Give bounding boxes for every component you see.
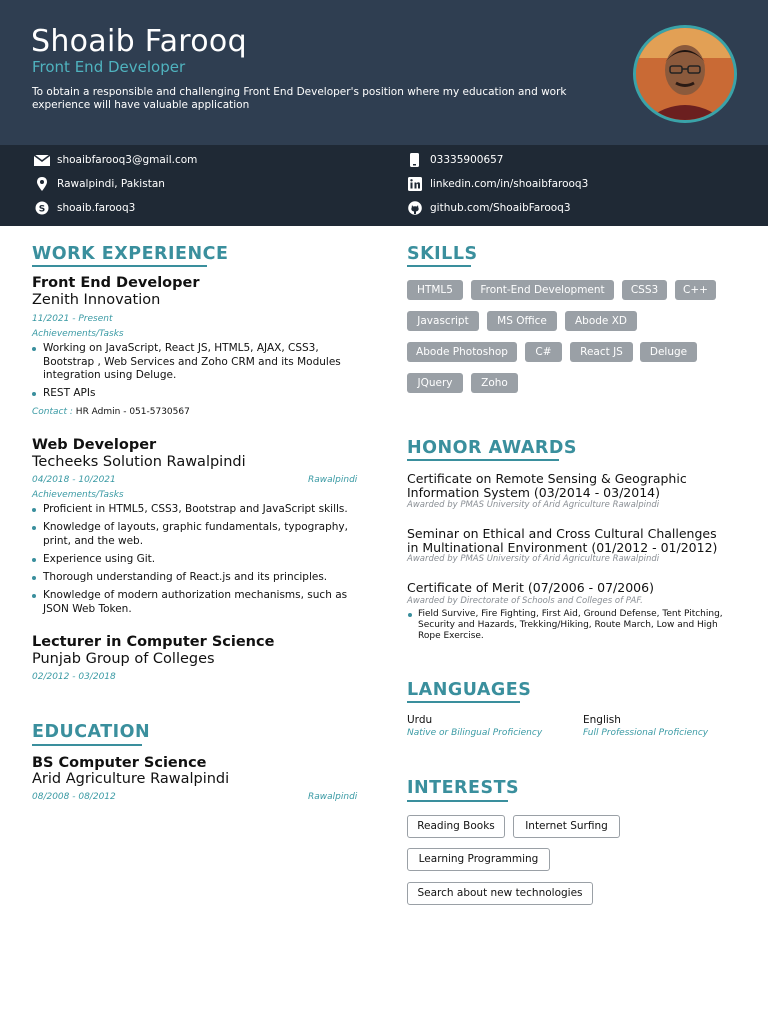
- job-dates: 04/2018 - 10/2021: [32, 475, 116, 485]
- skill-tag: HTML5: [407, 280, 463, 300]
- interest-tag: Internet Surfing: [513, 815, 620, 838]
- list-item: Knowledge of layouts, graphic fundamentals, typography, print, and the web.: [43, 521, 353, 548]
- award-by: Awarded by PMAS University of Arid Agriculture Rawalpindi: [407, 554, 660, 564]
- job-company: Zenith Innovation: [32, 292, 161, 308]
- list-item: Knowledge of modern authorization mechanisms, such as JSON Web Token.: [43, 589, 353, 616]
- languages-title: LANGUAGES: [407, 680, 532, 700]
- email-text: shoaibfarooq3@gmail.com: [57, 154, 198, 166]
- list-item: REST APIs: [43, 387, 353, 401]
- education-dates: 08/2008 - 08/2012: [32, 792, 116, 802]
- education-location: Rawalpindi: [308, 792, 358, 802]
- school: Arid Agriculture Rawalpindi: [32, 771, 230, 787]
- section-underline: [407, 701, 520, 703]
- list-item: Working on JavaScript, React JS, HTML5, AJAX, CSS3, Bootstrap , Web Services and Zoho CRM and its Modules integration using Deluge.: [43, 342, 353, 383]
- location-text: Rawalpindi, Pakistan: [57, 178, 165, 190]
- svg-text:S: S: [38, 204, 46, 215]
- envelope-icon: [34, 153, 50, 167]
- skill-tag: Abode XD: [565, 311, 637, 331]
- list-item: Experience using Git.: [43, 553, 353, 567]
- job-company: Techeeks Solution Rawalpindi: [32, 454, 246, 470]
- resume-header: [0, 0, 768, 145]
- job-company: Punjab Group of Colleges: [32, 651, 215, 667]
- candidate-role: Front End Developer: [32, 58, 186, 76]
- achievements-label: Achievements/Tasks: [32, 329, 124, 339]
- section-underline: [32, 744, 142, 746]
- award-by: Awarded by PMAS University of Arid Agriculture Rawalpindi: [407, 500, 660, 510]
- job-location: Rawalpindi: [308, 475, 358, 485]
- github-icon: [407, 201, 423, 215]
- skill-tag: C#: [525, 342, 562, 362]
- honor-awards-title: HONOR AWARDS: [407, 438, 578, 458]
- section-underline: [407, 459, 559, 461]
- skill-tag: CSS3: [622, 280, 667, 300]
- interests-title: INTERESTS: [407, 778, 520, 798]
- job-contact: [32, 407, 190, 417]
- section-underline: [32, 265, 207, 267]
- education-title: EDUCATION: [32, 722, 151, 742]
- linkedin-icon: [407, 177, 423, 191]
- summary-text: To obtain a responsible and challenging Front End Developer's position where my education and work experience will have valuable application: [32, 86, 567, 111]
- skill-tag: Deluge: [640, 342, 697, 362]
- language-name: Urdu: [407, 714, 433, 726]
- degree: BS Computer Science: [32, 755, 207, 771]
- avatar-photo: [636, 28, 734, 120]
- interest-tag: Search about new technologies: [407, 882, 593, 905]
- skill-tag: Abode Photoshop: [407, 342, 517, 362]
- skype-text: shoaib.farooq3: [57, 202, 136, 214]
- job-position: Lecturer in Computer Science: [32, 634, 275, 650]
- award-by: Awarded by Directorate of Schools and Colleges of PAF.: [407, 596, 643, 606]
- section-underline: [407, 800, 508, 802]
- language-level: Full Professional Proficiency: [583, 728, 709, 738]
- award-title: Certificate on Remote Sensing & Geographic Information System (03/2014 - 03/2014): [407, 471, 687, 500]
- linkedin-text: linkedin.com/in/shoaibfarooq3: [430, 178, 589, 190]
- phone-text: 03335900657: [430, 154, 504, 166]
- achievements-label: Achievements/Tasks: [32, 490, 124, 500]
- skill-tag: Zoho: [471, 373, 518, 393]
- award-title: Seminar on Ethical and Cross Cultural Challenges in Multinational Environment (01/2012 - 01/2012): [407, 526, 718, 555]
- phone-icon: [407, 153, 423, 167]
- job-dates: 02/2012 - 03/2018: [32, 672, 116, 682]
- skills-title: SKILLS: [407, 244, 478, 264]
- contact-bar: [0, 145, 768, 226]
- skill-tag: JQuery: [407, 373, 463, 393]
- language-level: Native or Bilingual Proficiency: [407, 728, 543, 738]
- avatar: [633, 25, 737, 123]
- skill-tag: Javascript: [407, 311, 479, 331]
- section-underline: [407, 265, 471, 267]
- skill-tag: Front-End Development: [471, 280, 614, 300]
- award-detail: Field Survive, Fire Fighting, First Aid, Ground Defense, Tent Pitching, Security and Hazards, Trekking/Hiking, Route March, Low and High Rope Exercise.: [418, 609, 733, 642]
- list-item: Thorough understanding of React.js and its principles.: [43, 571, 353, 585]
- language-name: English: [583, 714, 621, 726]
- contact-value: HR Admin - 051-5730567: [75, 407, 190, 417]
- job-position: Web Developer: [32, 437, 157, 453]
- github-text: github.com/ShoaibFarooq3: [430, 202, 571, 214]
- candidate-name: Shoaib Farooq: [31, 24, 247, 59]
- job-dates: 11/2021 - Present: [32, 314, 113, 324]
- location-pin-icon: [34, 177, 50, 191]
- contact-label: Contact :: [32, 407, 73, 417]
- interest-tag: Learning Programming: [407, 848, 550, 871]
- award-title: Certificate of Merit (07/2006 - 07/2006): [407, 580, 654, 595]
- list-item: Proficient in HTML5, CSS3, Bootstrap and JavaScript skills.: [43, 503, 358, 517]
- interest-tag: Reading Books: [407, 815, 505, 838]
- skill-tag: React JS: [570, 342, 633, 362]
- job-position: Front End Developer: [32, 275, 200, 291]
- work-experience-title: WORK EXPERIENCE: [32, 244, 229, 264]
- skype-icon: [34, 201, 50, 215]
- skill-tag: C++: [675, 280, 716, 300]
- skill-tag: MS Office: [487, 311, 557, 331]
